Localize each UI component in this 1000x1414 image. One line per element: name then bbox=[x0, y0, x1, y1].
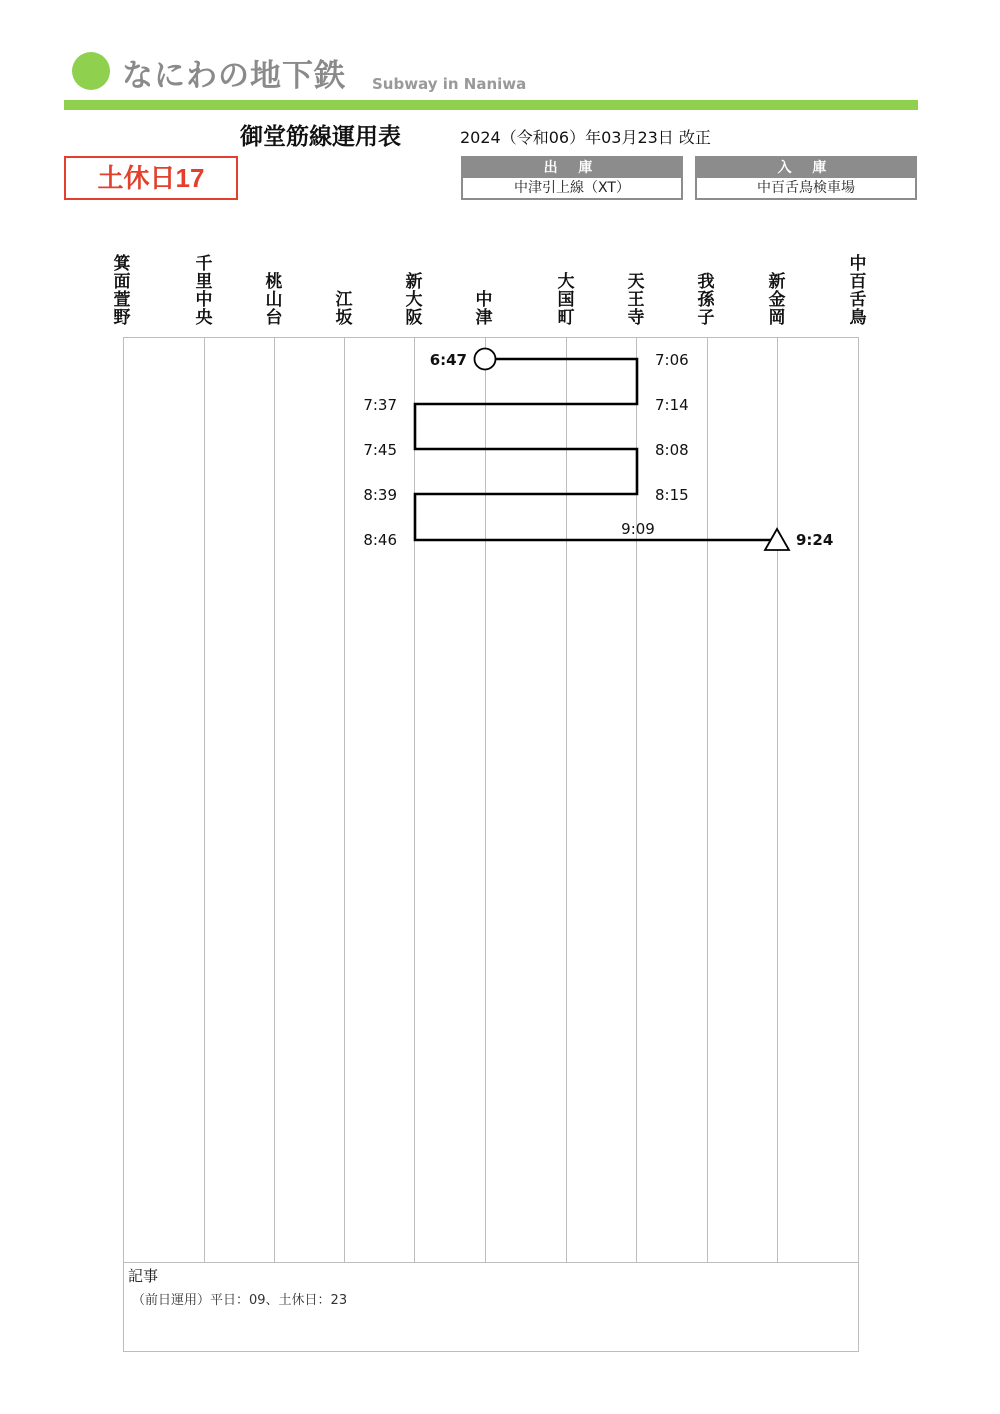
station-abiko: 我 孫 子 bbox=[697, 272, 715, 328]
departure-circle-icon bbox=[475, 349, 496, 370]
time-label: 8:46 bbox=[363, 531, 397, 549]
time-label: 7:06 bbox=[655, 351, 689, 369]
time-label: 7:14 bbox=[655, 396, 689, 414]
time-label: 9:24 bbox=[796, 531, 834, 549]
arrival-label: 入 庫 bbox=[697, 158, 915, 178]
departure-value: 中津引上線（XT） bbox=[514, 180, 630, 196]
time-label: 7:37 bbox=[363, 396, 397, 414]
arrival-value: 中百舌鳥検車場 bbox=[757, 180, 855, 196]
time-label: 9:09 bbox=[621, 520, 655, 538]
time-label: 8:08 bbox=[655, 441, 689, 459]
station-momoyamadai: 桃 山 台 bbox=[265, 272, 283, 328]
station-nakamozu: 中 百 舌 鳥 bbox=[849, 254, 867, 328]
time-label: 8:39 bbox=[363, 486, 397, 504]
departure-label: 出 庫 bbox=[463, 158, 681, 178]
station-minoh-kayano: 箕 面 萱 野 bbox=[113, 254, 131, 328]
train-route-line bbox=[415, 359, 776, 540]
station-shin-osaka: 新 大 阪 bbox=[405, 272, 423, 328]
station-senri-chuo: 千 里 中 央 bbox=[195, 254, 213, 328]
notes-text: （前日運用）平日：09、土休日：23 bbox=[132, 1293, 348, 1308]
page-title: 御堂筋線運用表 bbox=[240, 124, 401, 150]
logo-subtitle: Subway in Naniwa bbox=[372, 75, 527, 93]
station-esaka: 江 坂 bbox=[335, 290, 353, 328]
station-daikokucho: 大 国 町 bbox=[557, 272, 575, 328]
station-shin-kanaoka: 新 金 岡 bbox=[768, 272, 786, 328]
logo-text: なにわの地下鉄 bbox=[122, 58, 346, 94]
time-label: 6:47 bbox=[429, 351, 467, 369]
station-nakatsu: 中 津 bbox=[475, 290, 493, 328]
revision-date: 2024（令和06）年03月23日 改正 bbox=[460, 128, 711, 147]
station-tennoji: 天 王 寺 bbox=[627, 272, 645, 328]
operation-number-badge: 土休日17 bbox=[64, 156, 238, 200]
time-label: 7:45 bbox=[363, 441, 397, 459]
notes-label: 記事 bbox=[128, 1267, 159, 1285]
time-label: 8:15 bbox=[655, 486, 689, 504]
